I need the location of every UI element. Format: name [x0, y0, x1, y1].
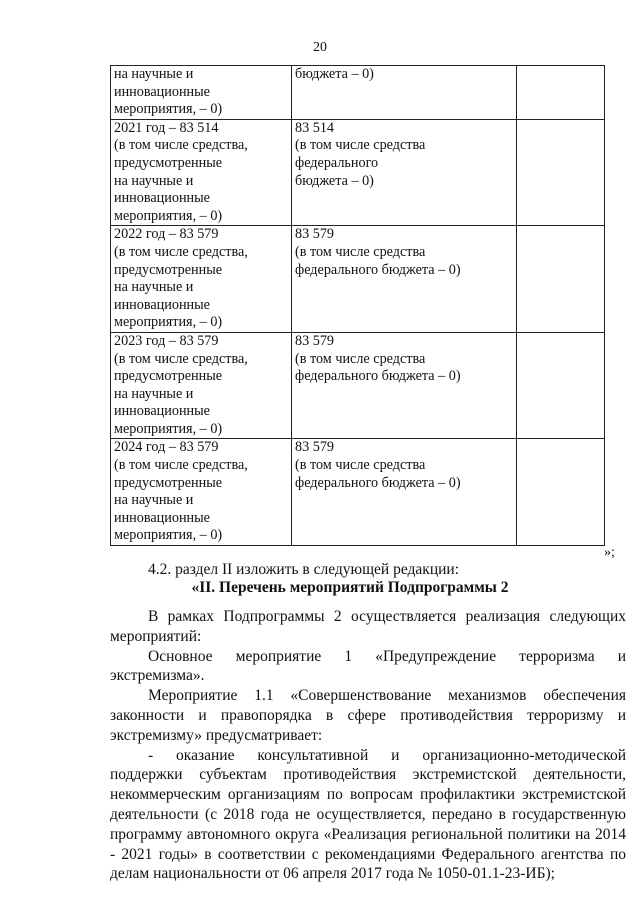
table-cell-col3: [517, 119, 605, 226]
table-cell-col1: 2021 год – 83 514 (в том числе средства, предусмотренные на научные и инновационные мероприятия, – 0): [111, 119, 292, 226]
table-cell-col2: 83 514 (в том числе средства федерального бюджета – 0): [292, 119, 517, 226]
body-text: [110, 607, 626, 884]
section-intro: 4.2. раздел II изложить в следующей редакции:: [148, 561, 460, 578]
table-cell-col3: [517, 332, 605, 439]
closing-quote-mark: »;: [604, 545, 615, 560]
paragraph: Основное мероприятие 1 «Предупреждение терроризма и экстремизма».: [110, 647, 626, 685]
table-cell-col2: 83 579 (в том числе средства федерального бюджета – 0): [292, 226, 517, 333]
table-row: [111, 332, 605, 439]
table-cell-col3: [517, 226, 605, 333]
table-cell-col1: 2024 год – 83 579 (в том числе средства, предусмотренные на научные и инновационные мероприятия, – 0): [111, 439, 292, 546]
table-cell-col2: 83 579 (в том числе средства федерального бюджета – 0): [292, 332, 517, 439]
table-cell-col1: 2022 год – 83 579 (в том числе средства, предусмотренные на научные и инновационные мероприятия, – 0): [111, 226, 292, 333]
table-cell-col3: [517, 66, 605, 120]
table-cell-col3: [517, 439, 605, 546]
table-row: [111, 226, 605, 333]
budget-table: [110, 65, 605, 546]
table-cell-col2: бюджета – 0): [292, 66, 517, 120]
table-row: [111, 439, 605, 546]
paragraph: Мероприятие 1.1 «Совершенствование механизмов обеспечения законности и правопорядка в сфере противодействия терроризму и экстремизму» предусматривает:: [110, 687, 626, 744]
section-title: «II. Перечень мероприятий Подпрограммы 2: [191, 579, 509, 596]
table-row: [111, 119, 605, 226]
table-cell-col1: 2023 год – 83 579 (в том числе средства, предусмотренные на научные и инновационные мероприятия, – 0): [111, 332, 292, 439]
paragraph: В рамках Подпрограммы 2 осуществляется реализация следующих мероприятий:: [110, 608, 626, 645]
page-number: 20: [313, 40, 327, 55]
table-cell-col2: 83 579 (в том числе средства федерального бюджета – 0): [292, 439, 517, 546]
table-row: [111, 66, 605, 120]
table-cell-col1: на научные и инновационные мероприятия, – 0): [111, 66, 292, 120]
paragraph: - оказание консультативной и организационно-методической поддержки субъектам противодействия экстремистской деятельности, некоммерческим организациям по вопросам профилактики экстремистской деятельности (с 2018 года не осуществляется, передано в государственную программу автономного округа «Реализация региональной политики на 2014 - 2021 годы» в соответствии с рекомендациями Федерального агентства по делам национальности от 06 апреля 2017 года № 1050-01.1-23-ИБ);: [110, 746, 626, 883]
table-body: [111, 66, 605, 546]
